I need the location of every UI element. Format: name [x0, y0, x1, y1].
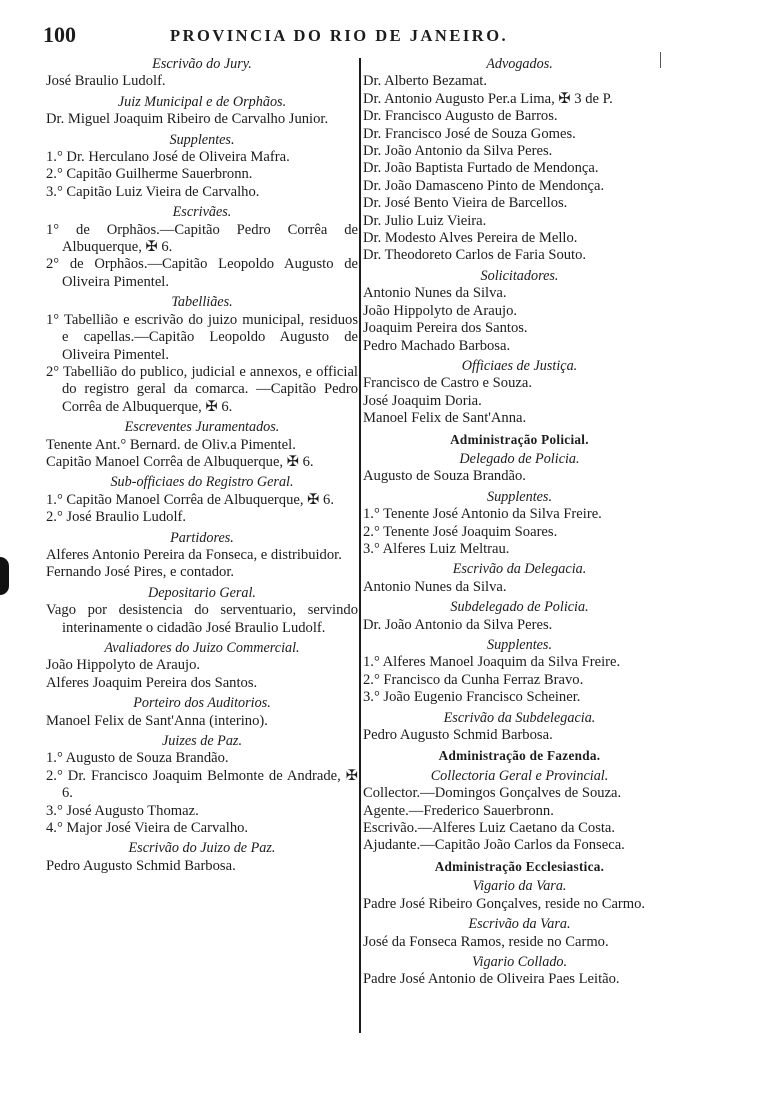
right-entry-line: Antonio Nunes da Silva.	[363, 578, 507, 595]
left-section-heading: Sub-officiaes do Registro Geral.	[110, 474, 294, 491]
right-section-heading: Delegado de Policia.	[459, 450, 580, 467]
left-entry-line: 4.° Major José Vieira de Carvalho.	[46, 820, 249, 837]
left-entry: Alferes Antonio Pereira da Fonseca, e distribuidor.	[46, 546, 342, 563]
left-section-heading: Escrivães.	[172, 204, 232, 221]
left-section-heading: Depositario Geral.	[148, 584, 256, 601]
left-entry: 1.° Capitão Manoel Corrêa de Albuquerque, ✠ 6.	[46, 491, 334, 508]
left-entry: 2° Tabellião do publico, judicial e annexos, e official do registro geral da comarca. —Capitão Pedro Corrêa de Albuquerque, ✠ 6.	[46, 363, 358, 415]
right-entry-line: Dr. Alberto Bezamat.	[363, 73, 488, 90]
left-entry-line: Manoel Felix de Sant'Anna (interino).	[46, 712, 268, 729]
page-number: 100	[43, 22, 76, 47]
right-entry-line: Augusto de Souza Brandão.	[363, 468, 526, 485]
right-section-heading: Supplentes.	[486, 488, 552, 505]
right-entry-line: 3.° Alferes Luiz Meltrau.	[363, 540, 510, 557]
left-section-heading: Supplentes.	[169, 131, 235, 148]
right-entry-line: Padre José Antonio de Oliveira Paes Leitão.	[363, 971, 620, 988]
right-entry-line: Dr. Francisco José de Souza Gomes.	[363, 125, 576, 142]
left-entry-line: Capitão Manoel Corrêa de Albuquerque, ✠ 6.	[46, 453, 314, 470]
left-entry-line: 3.° José Augusto Thomaz.	[46, 802, 199, 819]
left-entry: 1° Tabellião e escrivão do juizo municipal, residuos e capellas.—Capitão Leopoldo Augusto de Oliveira Pimentel.	[46, 311, 358, 363]
right-section-heading: Subdelegado de Policia.	[450, 599, 589, 616]
right-entry-line: Francisco de Castro e Souza.	[363, 375, 532, 392]
right-administration-heading: Administração de Fazenda.	[438, 748, 601, 764]
right-entry-line: 3.° João Eugenio Francisco Scheiner.	[363, 689, 581, 706]
left-section-heading: Escreventes Juramentados.	[124, 419, 280, 436]
left-section-heading: Juiz Municipal e de Orphãos.	[117, 93, 287, 110]
left-column	[46, 56, 358, 875]
left-entry-line: 1.° Augusto de Souza Brandão.	[46, 750, 229, 767]
left-entry-line: 3.° Capitão Luiz Vieira de Carvalho.	[46, 183, 260, 200]
left-entry: 1° de Orphãos.—Capitão Pedro Corrêa de Albuquerque, ✠ 6.	[46, 221, 358, 256]
right-entry-line: Joaquim Pereira dos Santos.	[363, 320, 528, 337]
left-entry-line: Alferes Joaquim Pereira dos Santos.	[46, 674, 258, 691]
right-entry-line: João Hippolyto de Araujo.	[363, 302, 518, 319]
column-rule	[359, 58, 361, 1033]
right-entry: Padre José Ribeiro Gonçalves, reside no Carmo.	[363, 895, 646, 912]
left-entry-line: José Braulio Ludolf.	[46, 73, 166, 90]
running-title: PROVINCIA DO RIO DE JANEIRO.	[170, 26, 509, 45]
left-section-heading: Partidores.	[170, 529, 234, 546]
right-administration-heading: Administração Policial.	[450, 431, 589, 447]
right-entry-line: José da Fonseca Ramos, reside no Carmo.	[363, 933, 609, 950]
right-entry-line: Dr. Julio Luiz Vieira.	[363, 212, 487, 229]
left-entry-line: 2.° José Braulio Ludolf.	[46, 509, 187, 526]
right-entry-line: Dr. João Antonio da Silva Peres.	[363, 143, 553, 160]
right-section-heading: Escrivão da Delegacia.	[452, 561, 587, 578]
right-entry-line: Antonio Nunes da Silva.	[363, 285, 507, 302]
right-section-heading: Collectoria Geral e Provincial.	[430, 767, 609, 784]
page-header	[0, 22, 757, 50]
left-entry: Vago por desistencia do serventuario, servindo interinamente o cidadão José Braulio Ludolf.	[46, 602, 358, 636]
right-entry-line: Dr. José Bento Vieira de Barcellos.	[363, 195, 568, 212]
right-section-heading: Escrivão da Subdelegacia.	[443, 709, 596, 726]
right-entry-line: Ajudante.—Capitão João Carlos da Fonseca.	[363, 837, 625, 854]
right-entry-line: Dr. João Baptista Furtado de Mendonça.	[363, 160, 599, 177]
left-entry: Dr. Miguel Joaquim Ribeiro de Carvalho Junior.	[46, 111, 329, 128]
right-entry-line: Collector.—Domingos Gonçalves de Souza.	[363, 785, 622, 802]
right-section-heading: Officiaes de Justiça.	[461, 357, 578, 374]
right-section-heading: Escrivão da Vara.	[468, 916, 571, 933]
left-entry-line: Pedro Augusto Schmid Barbosa.	[46, 857, 236, 874]
left-section-heading: Porteiro dos Auditorios.	[133, 695, 271, 712]
right-entry-line: Dr. João Damasceno Pinto de Mendonça.	[363, 177, 605, 194]
left-entry: 2.° Dr. Francisco Joaquim Belmonte de Andrade, ✠ 6.	[46, 767, 358, 802]
right-entry-line: Pedro Augusto Schmid Barbosa.	[363, 727, 553, 744]
right-entry-line: Dr. Theodoreto Carlos de Faria Souto.	[363, 247, 587, 264]
right-entry-line: 2.° Francisco da Cunha Ferraz Bravo.	[363, 671, 584, 688]
left-entry-line: Tenente Ant.° Bernard. de Oliv.a Pimentel.	[46, 436, 296, 453]
right-entry-line: Escrivão.—Alferes Luiz Caetano da Costa.	[363, 820, 616, 837]
left-entry-line: João Hippolyto de Araujo.	[46, 657, 201, 674]
left-entry-line: Fernando José Pires, e contador.	[46, 564, 235, 581]
left-section-heading: Escrivão do Jury.	[152, 56, 252, 72]
right-entry-line: Pedro Machado Barbosa.	[363, 337, 511, 354]
left-entry: 2° de Orphãos.—Capitão Leopoldo Augusto de Oliveira Pimentel.	[46, 256, 358, 290]
right-section-heading: Solicitadores.	[480, 267, 559, 284]
right-entry-line: Manoel Felix de Sant'Anna.	[363, 410, 527, 427]
left-entry-line: 2.° Capitão Guilherme Sauerbronn.	[46, 166, 253, 183]
left-section-heading: Escrivão do Juizo de Paz.	[128, 840, 276, 857]
right-section-heading: Advogados.	[486, 56, 553, 72]
left-entry-line: 1.° Dr. Herculano José de Oliveira Mafra.	[46, 149, 290, 166]
right-entry-line: 1.° Alferes Manoel Joaquim da Silva Freire.	[363, 654, 621, 671]
right-column	[363, 56, 676, 989]
right-section-heading: Supplentes.	[486, 637, 552, 653]
left-section-heading: Tabelliães.	[171, 294, 233, 311]
binding-hole-mark	[0, 557, 9, 595]
right-section-heading: Vigario da Vara.	[472, 878, 567, 895]
right-entry-line: Dr. Modesto Alves Pereira de Mello.	[363, 230, 578, 247]
right-section-heading: Vigario Collado.	[471, 953, 568, 970]
right-entry-line: 2.° Tenente José Joaquim Soares.	[363, 523, 558, 540]
right-entry-line: José Joaquim Doria.	[363, 392, 482, 409]
left-section-heading: Avaliadores do Juizo Commercial.	[104, 640, 300, 656]
right-entry-line: Dr. Francisco Augusto de Barros.	[363, 108, 558, 125]
right-entry-line: Dr. Antonio Augusto Per.a Lima, ✠ 3 de P.	[363, 90, 613, 107]
right-entry-line: Dr. João Antonio da Silva Peres.	[363, 616, 553, 633]
right-administration-heading: Administração Ecclesiastica.	[434, 858, 605, 874]
left-section-heading: Juizes de Paz.	[162, 733, 242, 750]
right-entry-line: 1.° Tenente José Antonio da Silva Freire.	[363, 506, 602, 523]
right-entry-line: Agente.—Frederico Sauerbronn.	[363, 802, 554, 819]
